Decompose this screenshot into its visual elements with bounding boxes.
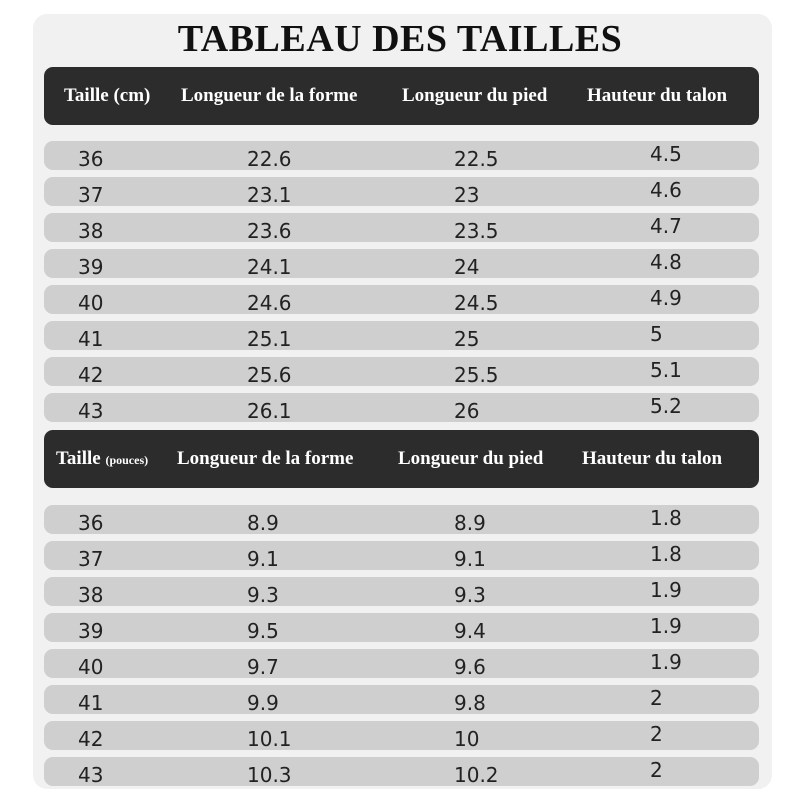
cell-size: 43	[78, 763, 104, 787]
cell-foot-length: 24	[454, 255, 480, 279]
cell-foot-length: 9.3	[454, 583, 486, 607]
cell-heel-height: 4.5	[650, 142, 682, 166]
table-cm-header	[44, 67, 759, 125]
cell-last-length: 9.5	[247, 619, 279, 643]
header-heel-height: Hauteur du talon	[582, 448, 723, 469]
cell-size: 40	[78, 655, 104, 679]
header-size-inch	[56, 430, 148, 488]
table-row	[44, 285, 759, 314]
cell-foot-length: 25.5	[454, 363, 499, 387]
header-heel-height: Hauteur du talon	[587, 85, 728, 106]
cell-foot-length: 25	[454, 327, 480, 351]
table-row	[44, 721, 759, 750]
cell-heel-height: 1.8	[650, 542, 682, 566]
cell-heel-height: 2	[650, 758, 663, 782]
cell-size: 42	[78, 727, 104, 751]
cell-last-length: 25.1	[247, 327, 292, 351]
table-row	[44, 613, 759, 642]
cell-size: 42	[78, 363, 104, 387]
table-row	[44, 757, 759, 786]
cell-foot-length: 23.5	[454, 219, 499, 243]
cell-foot-length: 9.6	[454, 655, 486, 679]
table-row	[44, 505, 759, 534]
cell-size: 37	[78, 183, 104, 207]
cell-last-length: 23.6	[247, 219, 292, 243]
cell-foot-length: 22.5	[454, 147, 499, 171]
table-row	[44, 393, 759, 422]
cell-heel-height: 5.2	[650, 394, 682, 418]
cell-heel-height: 4.7	[650, 214, 682, 238]
cell-last-length: 25.6	[247, 363, 292, 387]
cell-size: 38	[78, 219, 104, 243]
cell-last-length: 26.1	[247, 399, 292, 423]
cell-foot-length: 26	[454, 399, 480, 423]
cell-size: 39	[78, 619, 104, 643]
cell-size: 36	[78, 511, 104, 535]
cell-last-length: 22.6	[247, 147, 292, 171]
table-row	[44, 577, 759, 606]
cell-size: 38	[78, 583, 104, 607]
cell-size: 40	[78, 291, 104, 315]
cell-last-length: 9.3	[247, 583, 279, 607]
cell-heel-height: 4.9	[650, 286, 682, 310]
cell-foot-length: 24.5	[454, 291, 499, 315]
cell-heel-height: 1.9	[650, 614, 682, 638]
header-foot-length: Longueur du pied	[398, 448, 544, 469]
cell-size: 43	[78, 399, 104, 423]
cell-foot-length: 10.2	[454, 763, 499, 787]
cell-size: 39	[78, 255, 104, 279]
cell-heel-height: 4.6	[650, 178, 682, 202]
table-row	[44, 177, 759, 206]
cell-foot-length: 10	[454, 727, 480, 751]
header-size-unit: (pouces)	[105, 453, 149, 467]
cell-last-length: 8.9	[247, 511, 279, 535]
table-inch-header	[44, 430, 759, 488]
cell-heel-height: 2	[650, 686, 663, 710]
cell-last-length: 24.6	[247, 291, 292, 315]
cell-heel-height: 5.1	[650, 358, 682, 382]
cell-heel-height: 1.8	[650, 506, 682, 530]
cell-foot-length: 9.4	[454, 619, 486, 643]
table-row	[44, 321, 759, 350]
table-row	[44, 541, 759, 570]
header-foot-length: Longueur du pied	[402, 85, 548, 106]
table-row	[44, 141, 759, 170]
cell-last-length: 10.3	[247, 763, 292, 787]
cell-size: 36	[78, 147, 104, 171]
page-title: TABLEAU DES TAILLES	[177, 18, 623, 60]
cell-last-length: 23.1	[247, 183, 292, 207]
cell-last-length: 10.1	[247, 727, 292, 751]
cell-heel-height: 1.9	[650, 650, 682, 674]
cell-foot-length: 23	[454, 183, 480, 207]
table-row	[44, 357, 759, 386]
header-size-label: Taille	[56, 448, 101, 469]
table-row	[44, 213, 759, 242]
header-size-cm: Taille (cm)	[64, 85, 151, 106]
cell-heel-height: 5	[650, 322, 663, 346]
cell-last-length: 9.9	[247, 691, 279, 715]
header-last-length: Longueur de la forme	[181, 85, 358, 106]
cell-last-length: 9.7	[247, 655, 279, 679]
cell-size: 37	[78, 547, 104, 571]
cell-heel-height: 2	[650, 722, 663, 746]
table-row	[44, 685, 759, 714]
cell-heel-height: 1.9	[650, 578, 682, 602]
cell-foot-length: 9.1	[454, 547, 486, 571]
header-last-length: Longueur de la forme	[177, 448, 354, 469]
cell-foot-length: 9.8	[454, 691, 486, 715]
cell-last-length: 9.1	[247, 547, 279, 571]
table-row	[44, 249, 759, 278]
cell-foot-length: 8.9	[454, 511, 486, 535]
cell-size: 41	[78, 327, 104, 351]
cell-size: 41	[78, 691, 104, 715]
table-row	[44, 649, 759, 678]
cell-heel-height: 4.8	[650, 250, 682, 274]
cell-last-length: 24.1	[247, 255, 292, 279]
